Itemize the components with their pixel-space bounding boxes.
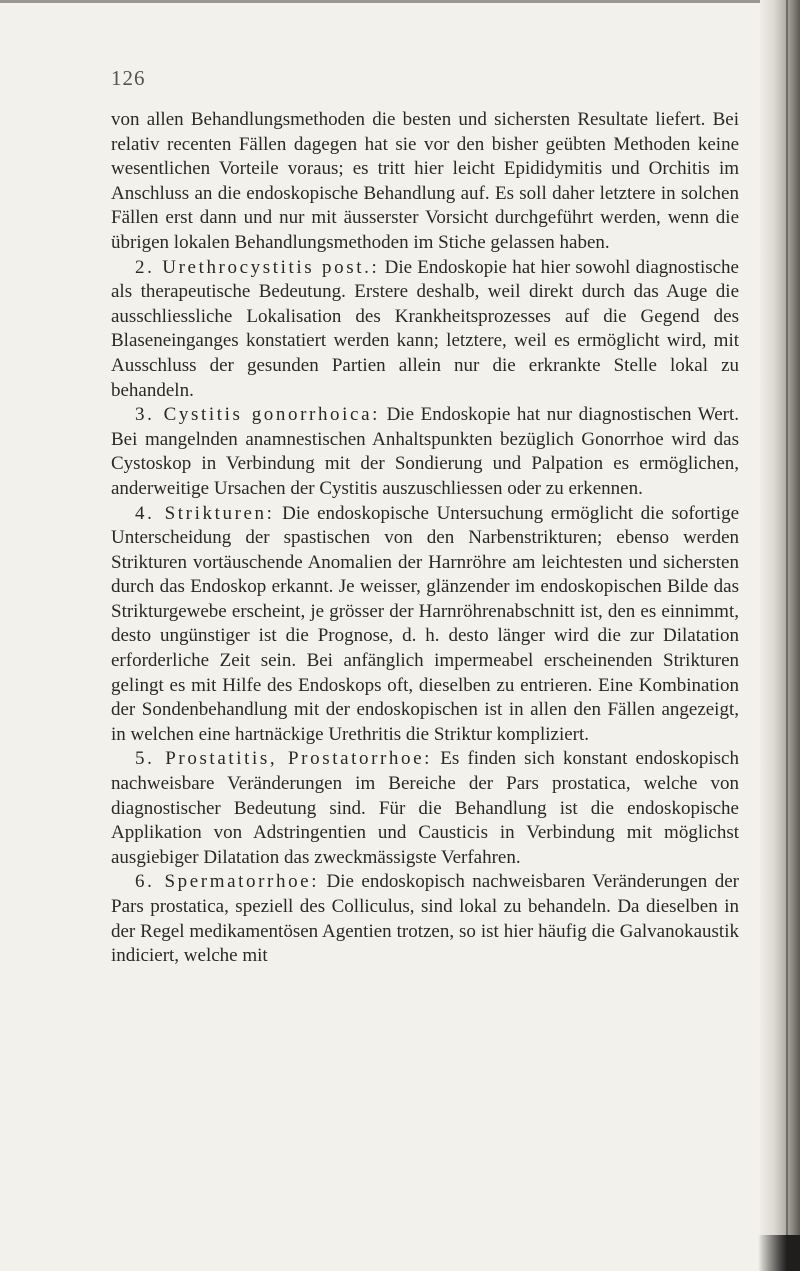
page-binding-edge <box>760 0 800 1271</box>
paragraph-strikturen <box>111 502 739 748</box>
paragraph-prostatitis <box>111 747 739 870</box>
paragraph-text: von allen Behandlungsmethoden die besten und sichersten Resultate liefert. Bei relativ recenten Fällen dagegen hat sie vor den bisher geübten Methoden keine wesentlichen Vorteile voraus; es tritt hier leicht Epididymitis und Orchitis im Anschluss an die endoskopische Behandlung auf. Es soll daher letztere in solchen Fällen erst dann und nur mit äusserster Vorsicht durchgeführt werden, wenn die übrigen lokalen Behandlungsmethoden im Stiche gelassen haben. <box>111 109 739 253</box>
page-number: 126 <box>111 66 146 90</box>
binding-shadow-line <box>786 0 788 1271</box>
paragraph-heading: 3. Cystitis gonorrhoica: <box>135 404 380 426</box>
paragraph-heading: 5. Prostatitis, Prostatorrhoe: <box>135 748 433 770</box>
paragraph-heading: 6. Spermatorrhoe: <box>135 871 320 893</box>
paragraph-text: Die Endoskopie hat nur diagnostischen Wert. Bei mangelnden anamnestischen Anhaltspunkten bezüglich Gonorrhoe wird das Cystoskop in Verbindung mit der Sondierung und Palpation es ermöglichen, anderweitige Ursachen der Cystitis auszuschliessen oder zu erkennen. <box>111 404 739 499</box>
paragraph-text: Die endoskopisch nachweisbaren Veränderungen der Pars prostatica, speziell des Colliculus, sind lokal zu behandeln. Da dieselben in der Regel medikamentösen Agentien trotzen, so ist hier häufig die Galvanokaustik indiciert, welche mit <box>111 871 740 967</box>
top-edge-rule <box>0 0 760 3</box>
paragraph-text: Es finden sich konstant endoskopisch nachweisbare Veränderungen im Bereiche der Pars prostatica, welche von diagnostischer Bedeutung sind. Für die Behandlung ist die endoskopische Applikation von Adstringentien und Causticis in Verbindung mit möglichst ausgiebiger Dilatation das zweckmässigste Verfahren. <box>111 748 739 868</box>
paragraph-text: Die Endoskopie hat hier sowohl diagnostische als therapeutische Bedeutung. Erstere deshalb, weil direkt durch das Auge die ausschliessliche Lokalisation des Krankheitsprozesses auf die Gegend des Blaseneinganges konstatiert werden kann; letztere, weil es ermöglicht wird, mit Ausschluss der gesunden Partien allein nur die erkrankte Stelle lokal zu behandeln. <box>111 256 739 401</box>
paragraph-urethrocystitis <box>111 256 739 404</box>
paragraph-continuation <box>111 108 739 256</box>
paragraph-spermatorrhoe <box>111 870 739 968</box>
paragraph-cystitis <box>111 403 739 501</box>
paragraph-heading: 4. Strikturen: <box>135 502 275 524</box>
body-text <box>111 108 739 969</box>
paragraph-heading: 2. Urethrocystitis post.: <box>135 256 380 278</box>
paragraph-text: Die endoskopische Untersuchung ermöglicht die sofortige Unterscheidung der spastischen von den Narbenstrikturen; ebenso werden Strikturen vortäuschende Anomalien der Harnröhre am leichtesten und sichersten durch das Endoskop erkannt. Je weisser, glänzender im endoskopischen Bilde das Strikturgewebe erscheint, je grösser der Harnröhrenabschnitt ist, den es einnimmt, desto ungünstiger ist die Prognose, d. h. desto länger wird die zur Dilatation erforderliche Zeit sein. Bei anfänglich impermeabel erscheinenden Strikturen gelingt es mit Hilfe des Endoskops oft, dieselben zu entrieren. Eine Kombination der Sondenbehandlung mit der endoskopischen ist in allen den Fällen angezeigt, in welchen eine hartnäckige Urethritis die Striktur kompliziert. <box>111 502 739 745</box>
binding-corner-shadow <box>758 1235 800 1271</box>
